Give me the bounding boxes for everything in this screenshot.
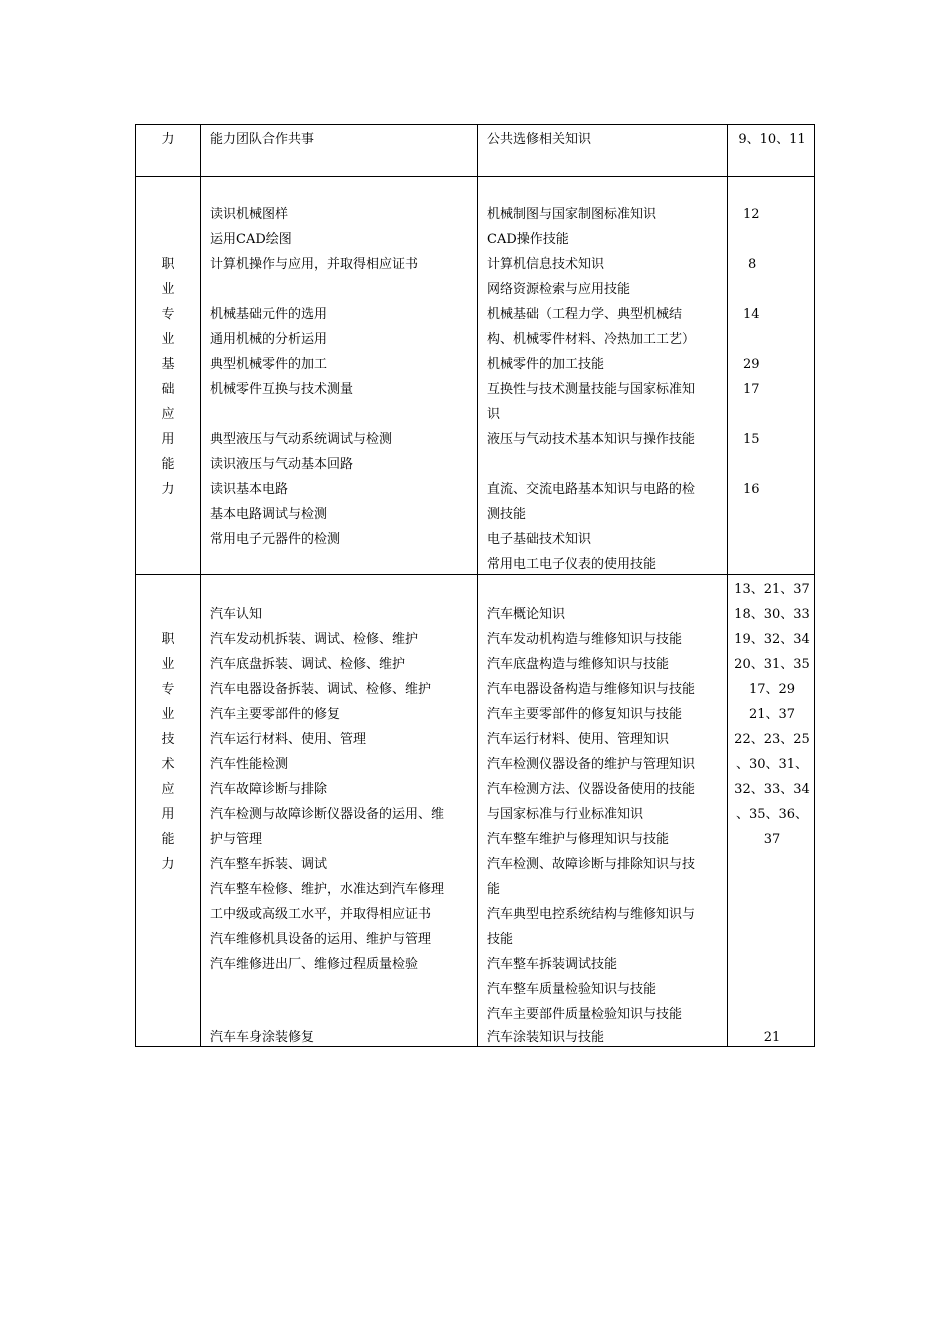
ability-item: 常用电子元器件的检测: [210, 532, 341, 547]
category-char: 术: [161, 757, 175, 772]
ability-item: 机械基础元件的选用: [210, 307, 328, 322]
knowledge-item: 机械制图与国家制图标准知识: [487, 207, 657, 222]
knowledge-item: 直流、交流电路基本知识与电路的检: [487, 482, 696, 497]
ability-item: 典型机械零件的加工: [210, 357, 328, 372]
category-char: 业: [161, 707, 175, 722]
ability-item: 汽车检测与故障诊断仪器设备的运用、维: [210, 807, 445, 822]
knowledge-item: CAD操作技能: [487, 232, 569, 247]
category-char: 技: [161, 732, 175, 747]
course-number: 、35、36、: [735, 807, 809, 822]
course-number: 15: [743, 432, 760, 447]
row1-category: 力: [161, 132, 175, 147]
knowledge-item: 网络资源检索与应用技能: [487, 282, 631, 297]
course-number: 14: [743, 307, 760, 322]
category-char: 用: [161, 807, 175, 822]
category-char: 能: [161, 832, 175, 847]
knowledge-item: 计算机信息技术知识: [487, 257, 605, 272]
category-char: 专: [161, 307, 175, 322]
ability-item: 汽车主要零部件的修复: [210, 707, 341, 722]
course-number: 16: [743, 482, 760, 497]
category-char: 业: [161, 332, 175, 347]
knowledge-item: 汽车整车维护与修理知识与技能: [487, 832, 670, 847]
course-number: 17、29: [748, 682, 796, 697]
knowledge-item: 测技能: [487, 507, 527, 522]
knowledge-item: 汽车运行材料、使用、管理知识: [487, 732, 670, 747]
ability-item: 汽车车身涂装修复: [210, 1030, 315, 1045]
course-number: 22、23、25: [734, 732, 810, 747]
ability-item: 汽车发动机拆装、调试、检修、维护: [210, 632, 419, 647]
ability-item: 护与管理: [210, 832, 263, 847]
row1-courses: 9、10、11: [738, 132, 806, 147]
course-number: 17: [743, 382, 760, 397]
course-number: 29: [743, 357, 760, 372]
category-char: 用: [161, 432, 175, 447]
column-divider: [200, 125, 201, 1046]
knowledge-item: 汽车主要部件质量检验知识与技能: [487, 1007, 683, 1022]
section3-category: [136, 627, 200, 877]
knowledge-item: 机械基础（工程力学、典型机械结: [487, 307, 683, 322]
course-number: 、30、31、: [735, 757, 809, 772]
course-number: 8: [748, 257, 757, 272]
section2-category: [136, 252, 200, 502]
ability-item: 读识基本电路: [210, 482, 289, 497]
knowledge-item: 识: [487, 407, 501, 422]
course-number: 19、32、34: [734, 632, 810, 647]
category-char: 力: [161, 482, 175, 497]
knowledge-item: 汽车检测、故障诊断与排除知识与技: [487, 857, 696, 872]
column-divider: [477, 125, 478, 1046]
knowledge-item: 汽车概论知识: [487, 607, 566, 622]
knowledge-item: 互换性与技术测量技能与国家标准知: [487, 382, 696, 397]
category-char: 职: [161, 632, 175, 647]
category-char: 专: [161, 682, 175, 697]
course-number: 32、33、34: [734, 782, 810, 797]
knowledge-item: 常用电工电子仪表的使用技能: [487, 557, 657, 572]
row-divider: [136, 574, 814, 575]
category-char: 能: [161, 457, 175, 472]
knowledge-item: 汽车主要零部件的修复知识与技能: [487, 707, 683, 722]
knowledge-item: 与国家标准与行业标准知识: [487, 807, 644, 822]
course-number: 21: [763, 1030, 781, 1045]
ability-item: 汽车性能检测: [210, 757, 289, 772]
knowledge-item: 汽车整车质量检验知识与技能: [487, 982, 657, 997]
course-number: 20、31、35: [734, 657, 810, 672]
ability-item: 读识液压与气动基本回路: [210, 457, 354, 472]
knowledge-item: 汽车典型电控系统结构与维修知识与: [487, 907, 696, 922]
category-char: 应: [161, 782, 175, 797]
ability-item: 汽车运行材料、使用、管理: [210, 732, 367, 747]
category-char: 基: [161, 357, 175, 372]
ability-item: 基本电路调试与检测: [210, 507, 328, 522]
row-divider: [136, 176, 814, 177]
ability-item: 汽车维修机具设备的运用、维护与管理: [210, 932, 432, 947]
knowledge-item: 汽车整车拆装调试技能: [487, 957, 618, 972]
ability-item: 工中级或高级工水平，并取得相应证书: [210, 907, 432, 922]
ability-item: 汽车电器设备拆装、调试、检修、维护: [210, 682, 432, 697]
category-char: 业: [161, 657, 175, 672]
knowledge-item: 汽车检测仪器设备的维护与管理知识: [487, 757, 696, 772]
ability-item: 汽车底盘拆装、调试、检修、维护: [210, 657, 406, 672]
knowledge-item: 技能: [487, 932, 514, 947]
category-char: 职: [161, 257, 175, 272]
course-number: 13、21、37: [734, 582, 810, 597]
ability-item: 汽车整车检修、维护，水准达到汽车修理: [210, 882, 445, 897]
knowledge-item: 能: [487, 882, 501, 897]
knowledge-item: 汽车检测方法、仪器设备使用的技能: [487, 782, 696, 797]
course-number: 18、30、33: [734, 607, 810, 622]
course-number: 21、37: [748, 707, 796, 722]
ability-item: 读识机械图样: [210, 207, 289, 222]
ability-item: 计算机操作与应用，并取得相应证书: [210, 257, 419, 272]
knowledge-item: 汽车发动机构造与维修知识与技能: [487, 632, 683, 647]
knowledge-item: 液压与气动技术基本知识与操作技能: [487, 432, 696, 447]
ability-item: 汽车整车拆装、调试: [210, 857, 328, 872]
curriculum-table: [135, 124, 815, 1047]
category-char: 力: [161, 857, 175, 872]
knowledge-item: 机械零件的加工技能: [487, 357, 605, 372]
knowledge-item: 电子基础技术知识: [487, 532, 592, 547]
course-number: 12: [743, 207, 760, 222]
course-number: 37: [763, 832, 781, 847]
ability-item: 典型液压与气动系统调试与检测: [210, 432, 393, 447]
row1-ability: 能力团队合作共事: [210, 132, 315, 147]
category-char: 应: [161, 407, 175, 422]
ability-item: 汽车故障诊断与排除: [210, 782, 328, 797]
ability-item: 机械零件互换与技术测量: [210, 382, 354, 397]
knowledge-item: 汽车电器设备构造与维修知识与技能: [487, 682, 696, 697]
ability-item: 汽车维修进出厂、维修过程质量检验: [210, 957, 419, 972]
knowledge-item: 构、机械零件材料、冷热加工工艺）: [487, 332, 696, 347]
ability-item: 运用CAD绘图: [210, 232, 292, 247]
ability-item: 通用机械的分析运用: [210, 332, 328, 347]
knowledge-item: 汽车涂装知识与技能: [487, 1030, 605, 1045]
knowledge-item: 汽车底盘构造与维修知识与技能: [487, 657, 670, 672]
category-char: 业: [161, 282, 175, 297]
category-char: 础: [161, 382, 175, 397]
ability-item: 汽车认知: [210, 607, 263, 622]
row1-knowledge: 公共选修相关知识: [487, 132, 592, 147]
